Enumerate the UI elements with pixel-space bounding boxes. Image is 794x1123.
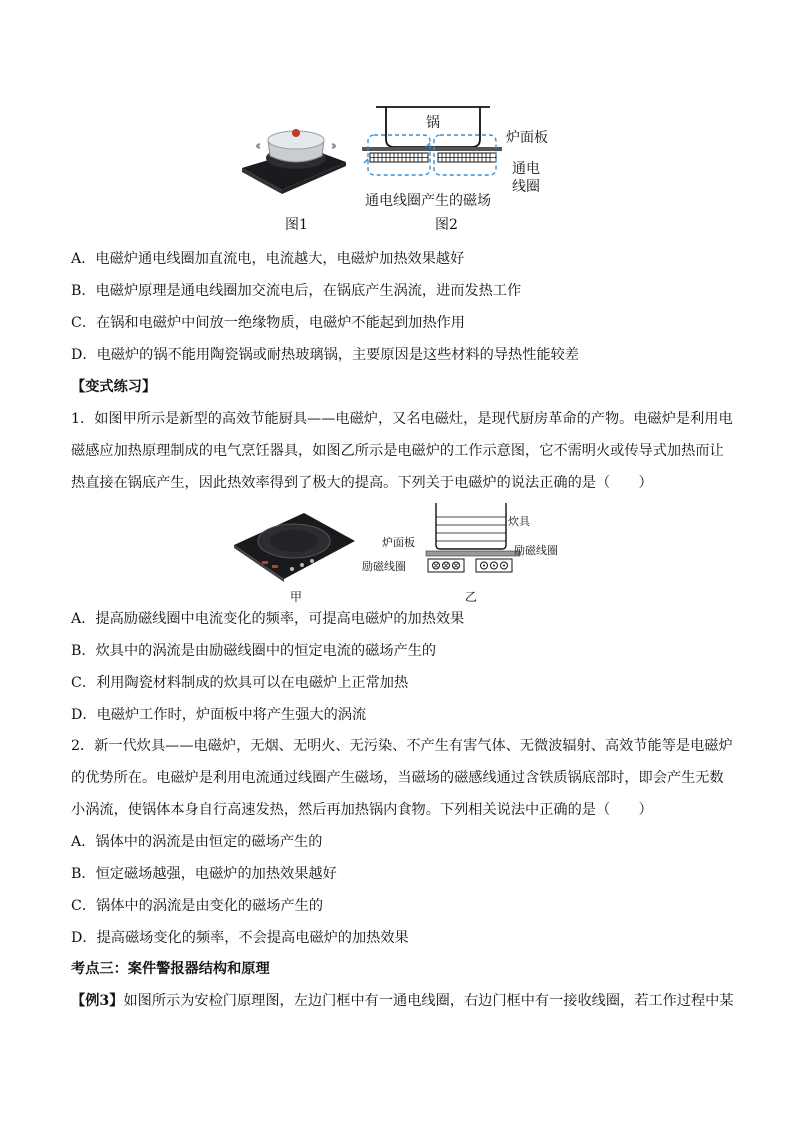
ex1-figure-label-coil-right: 励磁线圈 (514, 544, 558, 557)
ex2-option-b: B．恒定磁场越强，电磁炉的加热效果越好 (71, 866, 337, 882)
figure-1-induction-cooker-photo (238, 118, 348, 198)
q1-option-a: A．电磁炉通电线圈加直流电，电流越大，电磁炉加热效果越好 (71, 251, 465, 267)
ex1-figure-label-cookware: 炊具 (508, 515, 530, 528)
section-heading: 【变式练习】 (71, 379, 157, 395)
ex1-stem-line-3: 热直接在锅底产生，因此热效率得到了极大的提高。下列关于电磁炉的说法正确的是（ ） (71, 475, 653, 491)
q1-option-b: B．电磁炉原理是通电线圈加交流电后，在锅底产生涡流，进而发热工作 (71, 283, 522, 299)
ex2-stem-line-2: 的优势所在。电磁炉是利用电流通过线圈产生磁场，当磁场的磁感线通过含铁质锅底部时，即会产生无数 (71, 770, 724, 786)
ex1-figure-yi-caption: 乙 (465, 590, 478, 604)
topic-3-heading: 考点三：案件警报器结构和原理 (71, 961, 270, 977)
ex2-stem-line-3: 小涡流，使锅体本身自行高速发热，然后再加热锅内食物。下列相关说法中正确的是（ ） (71, 802, 653, 818)
ex2-stem-line-1: 2．新一代炊具——电磁炉，无烟、无明火、无污染、不产生有害气体、无微波辐射、高效节能等是电磁炉 (71, 738, 733, 754)
ex1-figure-label-coil-left: 励磁线圈 (362, 560, 406, 573)
ex2-option-d: D．提高磁场变化的频率，不会提高电磁炉的加热效果 (71, 930, 409, 946)
q1-option-c: C．在锅和电磁炉中间放一绝缘物质，电磁炉不能起到加热作用 (71, 315, 465, 331)
figure-2-label-coil-2: 线圈 (512, 179, 540, 195)
ex1-stem-line-2: 磁感应加热原理制成的电气烹饪器具，如图乙所示是电磁炉的工作示意图，它不需明火或传导式加热而让 (71, 443, 724, 459)
figure-2-label-coil-1: 通电 (512, 161, 540, 177)
ex1-figure-label-panel: 炉面板 (382, 536, 415, 549)
ex1-option-a: A．提高励磁线圈中电流变化的频率，可提高电磁炉的加热效果 (71, 611, 465, 627)
figure-2-label-pot: 锅 (426, 115, 440, 131)
q1-option-d: D．电磁炉的锅不能用陶瓷锅或耐热玻璃锅，主要原因是这些材料的导热性能较差 (71, 347, 579, 363)
ex1-stem-line-1: 1．如图甲所示是新型的高效节能厨具——电磁炉，又名电磁灶，是现代厨房革命的产物。电磁炉是利用电 (71, 411, 733, 427)
example-3-tag: 【例3】 (71, 993, 124, 1009)
figure-2-label-field: 通电线圈产生的磁场 (365, 193, 491, 209)
ex1-option-b: B．炊具中的涡流是由励磁线圈中的恒定电流的磁场产生的 (71, 643, 437, 659)
example-3-text: 如图所示为安检门原理图，左边门框中有一通电线圈，右边门框中有一接收线圈，若工作过程中某 (123, 993, 734, 1009)
ex1-option-d: D．电磁炉工作时，炉面板中将产生强大的涡流 (71, 707, 367, 723)
ex1-figure-jia-caption: 甲 (290, 590, 303, 604)
ex2-option-c: C．锅体中的涡流是由变化的磁场产生的 (71, 898, 324, 914)
figure-2-caption: 图2 (435, 217, 458, 233)
ex1-figure-jia-photo (232, 505, 357, 583)
figure-2-label-panel: 炉面板 (506, 130, 548, 146)
ex1-option-c: C．利用陶瓷材料制成的炊具可以在电磁炉上正常加热 (71, 675, 409, 691)
ex2-option-a: A．锅体中的涡流是由恒定的磁场产生的 (71, 834, 323, 850)
figure-1-caption: 图1 (285, 217, 308, 233)
example-3-line (71, 991, 734, 1011)
